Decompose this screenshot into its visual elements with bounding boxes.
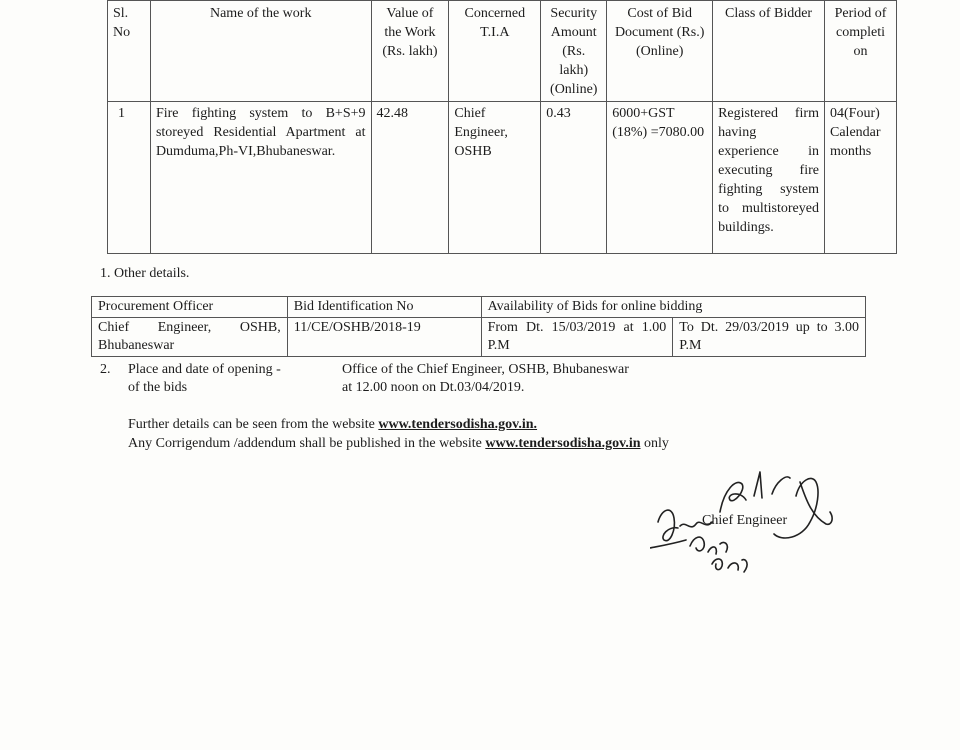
work-table <box>107 0 897 254</box>
signature-title: Chief Engineer <box>702 513 788 528</box>
header-class: Class of Bidder <box>713 1 825 102</box>
corrigendum-line <box>128 436 669 452</box>
handwritten-signature <box>650 460 840 580</box>
header-availability: Availability of Bids for online bidding <box>481 297 865 318</box>
opening-label-line1: Place and date of opening - <box>128 362 281 377</box>
other-details-label: 1. Other details. <box>100 266 190 281</box>
row-tla: Chief Engineer, OSHB <box>449 102 541 254</box>
work-table-header-row <box>108 1 897 102</box>
header-name-of-work: Name of the work <box>150 1 371 102</box>
cell-availability-to: To Dt. 29/03/2019 up to 3.00 P.M <box>673 318 866 357</box>
website-link[interactable]: www.tendersodisha.gov.in. <box>378 417 538 432</box>
table-row <box>92 318 866 357</box>
row-sl-no: 1 <box>108 102 151 254</box>
opening-number: 2. <box>100 362 111 377</box>
row-value: 42.48 <box>371 102 449 254</box>
row-cost: 6000+GST (18%) =7080.00 <box>607 102 713 254</box>
header-value: Value of the Work (Rs. lakh) <box>371 1 449 102</box>
header-security: Security Amount (Rs. lakh) (Online) <box>541 1 607 102</box>
header-cost: Cost of Bid Document (Rs.) (Online) <box>607 1 713 102</box>
corrigendum-text: Any Corrigendum /addendum shall be published in the website <box>128 436 486 451</box>
further-details-text: Further details can be seen from the website <box>128 417 379 432</box>
other-details-header-row <box>92 297 866 318</box>
row-security: 0.43 <box>541 102 607 254</box>
cell-procurement-officer: Chief Engineer, OSHB, Bhubaneswar <box>92 318 288 357</box>
cell-bid-identification: 11/CE/OSHB/2018-19 <box>287 318 481 357</box>
header-sl-no: Sl. No <box>108 1 151 102</box>
other-details-table <box>91 296 866 357</box>
table-row <box>108 102 897 254</box>
opening-value-line2: at 12.00 noon on Dt.03/04/2019. <box>342 380 525 395</box>
corrigendum-website-link[interactable]: www.tendersodisha.gov.in <box>485 436 641 451</box>
opening-label-line2: of the bids <box>128 380 188 395</box>
row-name-of-work: Fire fighting system to B+S+9 storeyed Residential Apartment at Dumduma,Ph-VI,Bhubaneswar. <box>150 102 371 254</box>
further-details-line <box>128 417 537 433</box>
opening-value-line1: Office of the Chief Engineer, OSHB, Bhubaneswar <box>342 362 629 377</box>
row-class: Registered firm having experience in executing fire fighting system to multistoreyed buildings. <box>713 102 825 254</box>
header-period: Period of completi on <box>825 1 897 102</box>
corrigendum-suffix: only <box>640 436 669 451</box>
row-period: 04(Four) Calendar months <box>825 102 897 254</box>
cell-availability-from: From Dt. 15/03/2019 at 1.00 P.M <box>481 318 673 357</box>
header-tla: Concerned T.I.A <box>449 1 541 102</box>
header-procurement-officer: Procurement Officer <box>92 297 288 318</box>
header-bid-identification: Bid Identification No <box>287 297 481 318</box>
